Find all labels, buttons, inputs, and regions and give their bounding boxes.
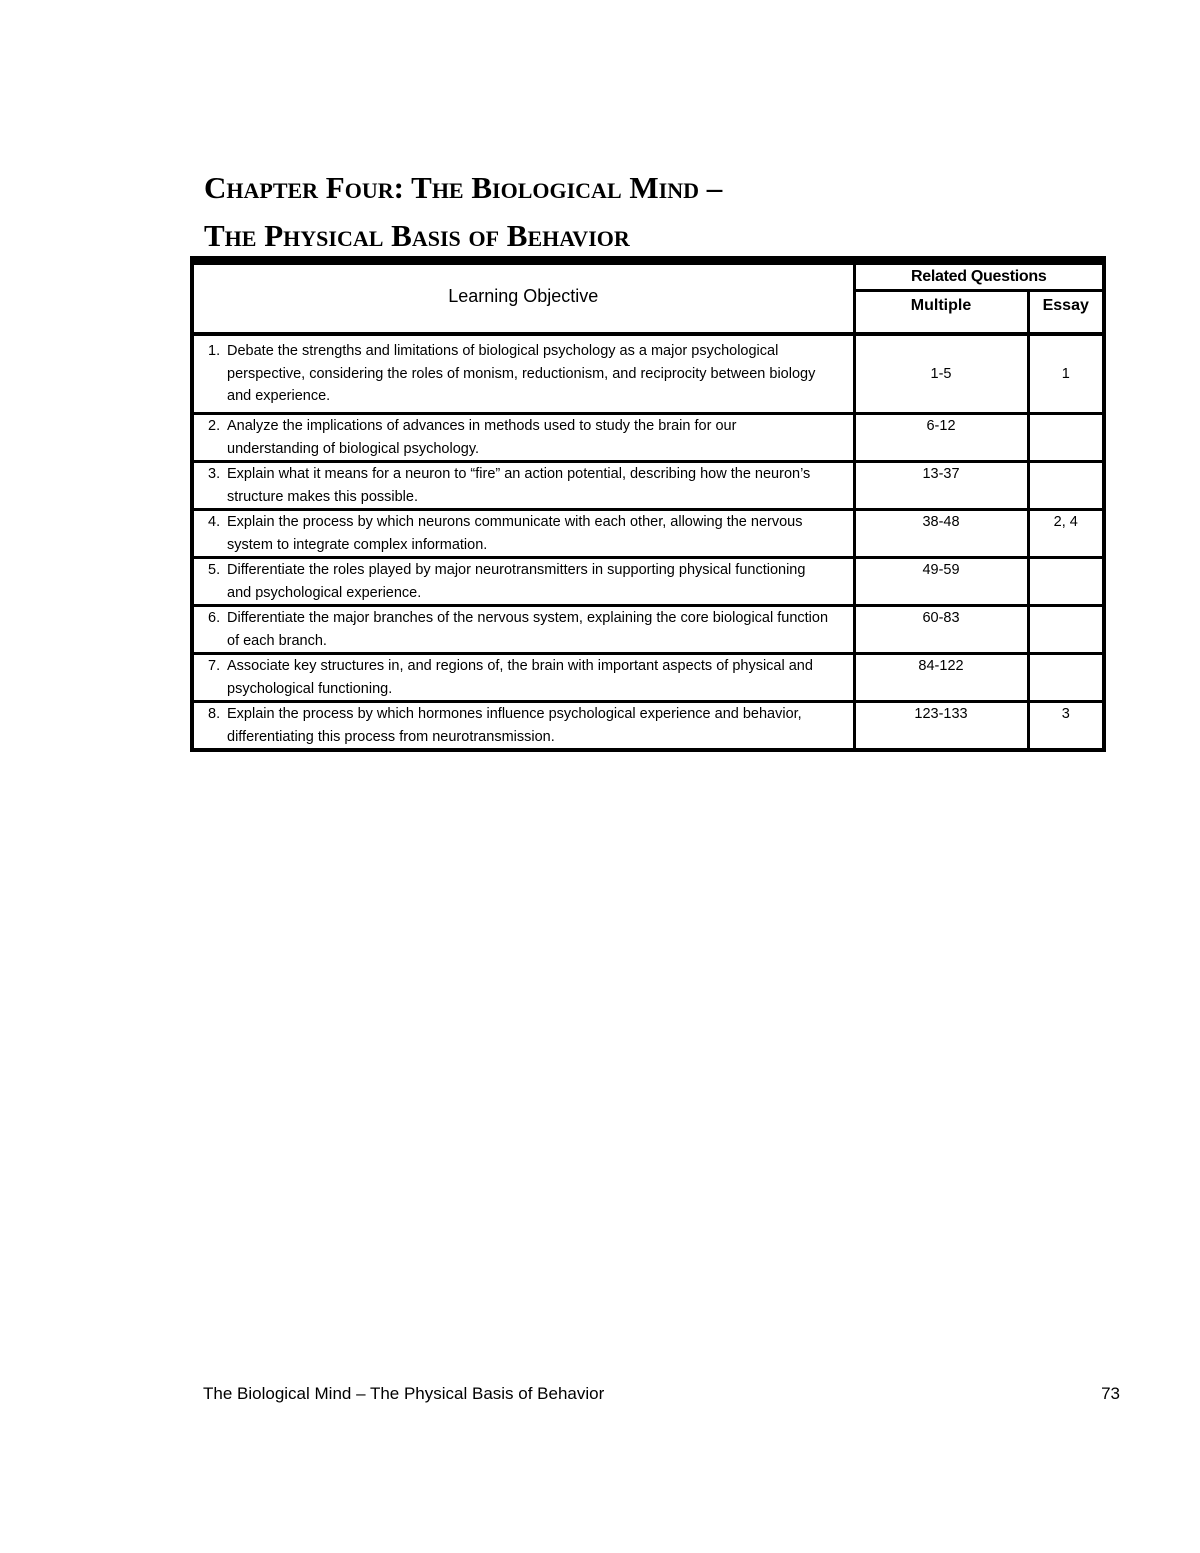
objective-text: Analyze the implications of advances in methods used to study the brain for our understanding of biological psychology. (227, 418, 737, 457)
objective-text: Explain what it means for a neuron to “fire” an action potential, describing how the neuron’s structure makes this possible. (227, 466, 811, 505)
chapter-title (204, 164, 1104, 260)
running-title: The Biological Mind – The Physical Basis of Behavior (203, 1384, 605, 1403)
objective-number: 8. (208, 706, 221, 722)
multiple-choice-cell: 38-48 (854, 510, 1028, 558)
multiple-choice-cell: 60-83 (854, 606, 1028, 654)
essay-cell (1028, 606, 1104, 654)
essay-cell: 3 (1061, 706, 1070, 722)
objective-cell (192, 462, 854, 510)
table-row (192, 334, 1104, 414)
objective-text: Associate key structures in, and regions of, the brain with important aspects of physical and psychological functioning. (227, 658, 813, 697)
essay-cell: 2, 4 (1028, 510, 1104, 558)
essay-cell (1028, 462, 1104, 510)
objective-text: Differentiate the roles played by major neurotransmitters in supporting physical functioning and psychological experience. (227, 562, 806, 601)
multiple-choice-cell: 84-122 (854, 654, 1028, 702)
objective-cell (192, 606, 854, 654)
essay-cell (1028, 654, 1104, 702)
header-related-questions: Related Questions (854, 261, 1104, 291)
header-multiple: Multiple (854, 290, 1028, 334)
learning-objectives-table (190, 256, 1106, 752)
multiple-choice-cell: 1-5 (854, 334, 1028, 414)
header-essay: Essay (1028, 290, 1104, 334)
chapter-title-line-2: The Physical Basis of Behavior (204, 218, 630, 253)
table-row (192, 606, 1104, 654)
multiple-choice-cell: 13-37 (854, 462, 1028, 510)
multiple-choice-cell: 6-12 (854, 414, 1028, 462)
objective-number: 2. (208, 418, 221, 434)
objective-text: Debate the strengths and limitations of biological psychology as a major psychological perspective, considering the roles of monism, reductionism, and reciprocity between biology and experience. (227, 343, 816, 404)
multiple-choice-cell: 49-59 (854, 558, 1028, 606)
multiple-choice-cell: 123-133 (854, 702, 1028, 751)
objective-cell (192, 558, 854, 606)
table-row (192, 702, 1104, 751)
objective-cell (192, 510, 854, 558)
objective-cell (192, 654, 854, 702)
chapter-title-line-1: Chapter Four: The Biological Mind – (204, 170, 723, 205)
essay-cell (1028, 414, 1104, 462)
essay-cell (1028, 558, 1104, 606)
page-footer (203, 1384, 1120, 1404)
objective-number: 5. (208, 562, 221, 578)
page-number: 73 (1101, 1384, 1120, 1403)
table-row (192, 654, 1104, 702)
objective-number: 4. (208, 514, 221, 530)
objective-text: Explain the process by which hormones influence psychological experience and behavior, differentiating this process from neurotransmission. (227, 706, 802, 745)
essay-cell: 1 (1028, 334, 1104, 414)
objective-number: 3. (208, 466, 221, 482)
objective-number: 7. (208, 658, 221, 674)
table-row (192, 510, 1104, 558)
objective-number: 1. (208, 343, 221, 359)
objective-number: 6. (208, 610, 221, 626)
table-row (192, 558, 1104, 606)
objective-cell (192, 414, 854, 462)
table-row (192, 414, 1104, 462)
table-row (192, 462, 1104, 510)
objective-text: Explain the process by which neurons communicate with each other, allowing the nervous system to integrate complex information. (227, 514, 803, 553)
objective-text: Differentiate the major branches of the nervous system, explaining the core biological function of each branch. (227, 610, 829, 649)
header-learning-objective: Learning Objective (192, 261, 854, 335)
objective-cell (192, 702, 854, 751)
objective-cell (192, 334, 854, 414)
